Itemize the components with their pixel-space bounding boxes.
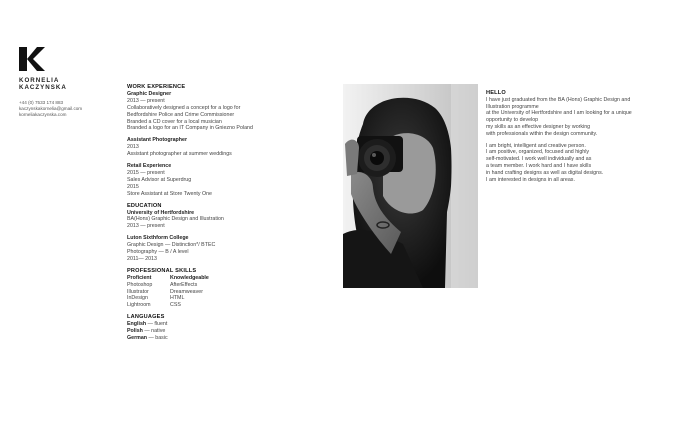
school-line: Graphic Design — Distinction*/ BTEC — [127, 242, 216, 249]
hello-line: I have just graduated from the BA (Hons) Graphic Design and — [486, 96, 631, 103]
skill-item: Illustrator — [127, 288, 149, 295]
hello-line: self-motivated. I work well individually and as — [486, 156, 592, 163]
skill-item: AfterEffects — [170, 281, 198, 288]
school-name: Luton Sixthform College — [127, 235, 189, 242]
skill-item: CSS — [170, 302, 181, 309]
hello-column — [486, 90, 651, 183]
hello-line: Illustration programme — [486, 103, 539, 110]
language-item: German — basic — [127, 335, 168, 341]
hello-line: I am bright, intelligent and creative person. — [486, 142, 586, 149]
job-item — [127, 137, 307, 158]
language-item: English — fluent — [127, 321, 168, 328]
hello-heading: HELLO — [486, 90, 506, 96]
contact-block — [19, 100, 82, 119]
name-last: KACZYNSKA — [19, 84, 67, 91]
job-line: Branded a logo for an IT Company in Gniezno Poland — [127, 125, 253, 132]
skills-heading: PROFESSIONAL SKILLS — [127, 267, 197, 274]
job-line: 2015 — [127, 183, 139, 190]
job-line: 2015 — present — [127, 169, 165, 176]
contact-website[interactable]: korneliakaczynska.com — [19, 112, 67, 118]
skills-knowledgeable-label: Knowledgeable — [170, 274, 209, 281]
job-line: 2013 — present — [127, 97, 165, 104]
hello-line: with professionals within the design community. — [486, 130, 598, 137]
hello-line: opportunity to develop — [486, 117, 539, 124]
skill-item: Lightroom — [127, 302, 151, 309]
school-item — [127, 210, 307, 231]
hello-line: in hand crafting designs as well as digital designs. — [486, 169, 604, 176]
k-monogram-icon — [19, 47, 45, 71]
hello-line: I am interested in designs in all areas. — [486, 176, 575, 183]
job-line: Branded a CD cover for a local musician — [127, 118, 222, 125]
skill-item: Dreamweaver — [170, 288, 203, 295]
school-line: 2011— 2013 — [127, 255, 157, 262]
skills-proficient-column — [127, 275, 170, 310]
experience-column — [127, 84, 307, 342]
skill-item: Photoshop — [127, 281, 153, 288]
hello-line: a team member. I work hard and I have skills — [486, 162, 592, 169]
skills-table — [127, 275, 307, 310]
hello-line: at the University of Hertfordshire and I am looking for a unique — [486, 110, 632, 117]
contact-phone: +44 (0) 7533 174 883 — [19, 100, 64, 105]
work-experience-heading: WORK EXPERIENCE — [127, 84, 186, 90]
skill-item: InDesign — [127, 295, 148, 302]
language-item: Polish — native — [127, 328, 166, 335]
hello-line: I am positive, organized, focused and highly — [486, 149, 590, 156]
name-first: KORNELIA — [19, 77, 60, 84]
job-line: Sales Advisor at Superdrug — [127, 176, 192, 183]
job-role: Graphic Designer — [127, 90, 172, 97]
school-line: BA(Hons) Graphic Design and Illustration — [127, 216, 224, 223]
job-line: Bedfordshire Police and Crime Commissioner — [127, 111, 235, 118]
job-role: Assistant Photographer — [127, 137, 188, 144]
job-item — [127, 163, 307, 198]
skills-knowledgeable-column — [170, 275, 213, 310]
name-block — [19, 77, 67, 91]
job-line: Store Assistant at Store Twenty One — [127, 190, 212, 197]
school-line: Photography — B / A level — [127, 249, 189, 256]
skills-proficient-label: Proficient — [127, 274, 152, 281]
self-portrait-photo — [343, 84, 478, 288]
school-line: 2013 — present — [127, 223, 165, 230]
school-item — [127, 235, 307, 263]
job-line: Assistant photographer at summer weddings — [127, 151, 232, 158]
job-line: 2013 — [127, 144, 139, 151]
education-heading: EDUCATION — [127, 202, 162, 209]
job-line: Collaboratively designed a concept for a logo for — [127, 104, 241, 111]
languages-heading: LANGUAGES — [127, 314, 165, 321]
hello-line: my skills as an effective designer by working — [486, 123, 591, 130]
school-name: University of Hertfordshire — [127, 209, 195, 216]
skill-item: HTML — [170, 295, 185, 302]
job-role: Retail Experience — [127, 163, 172, 170]
job-item — [127, 91, 307, 132]
contact-email[interactable]: kaczynskakornelia@gmail.com — [19, 106, 83, 112]
